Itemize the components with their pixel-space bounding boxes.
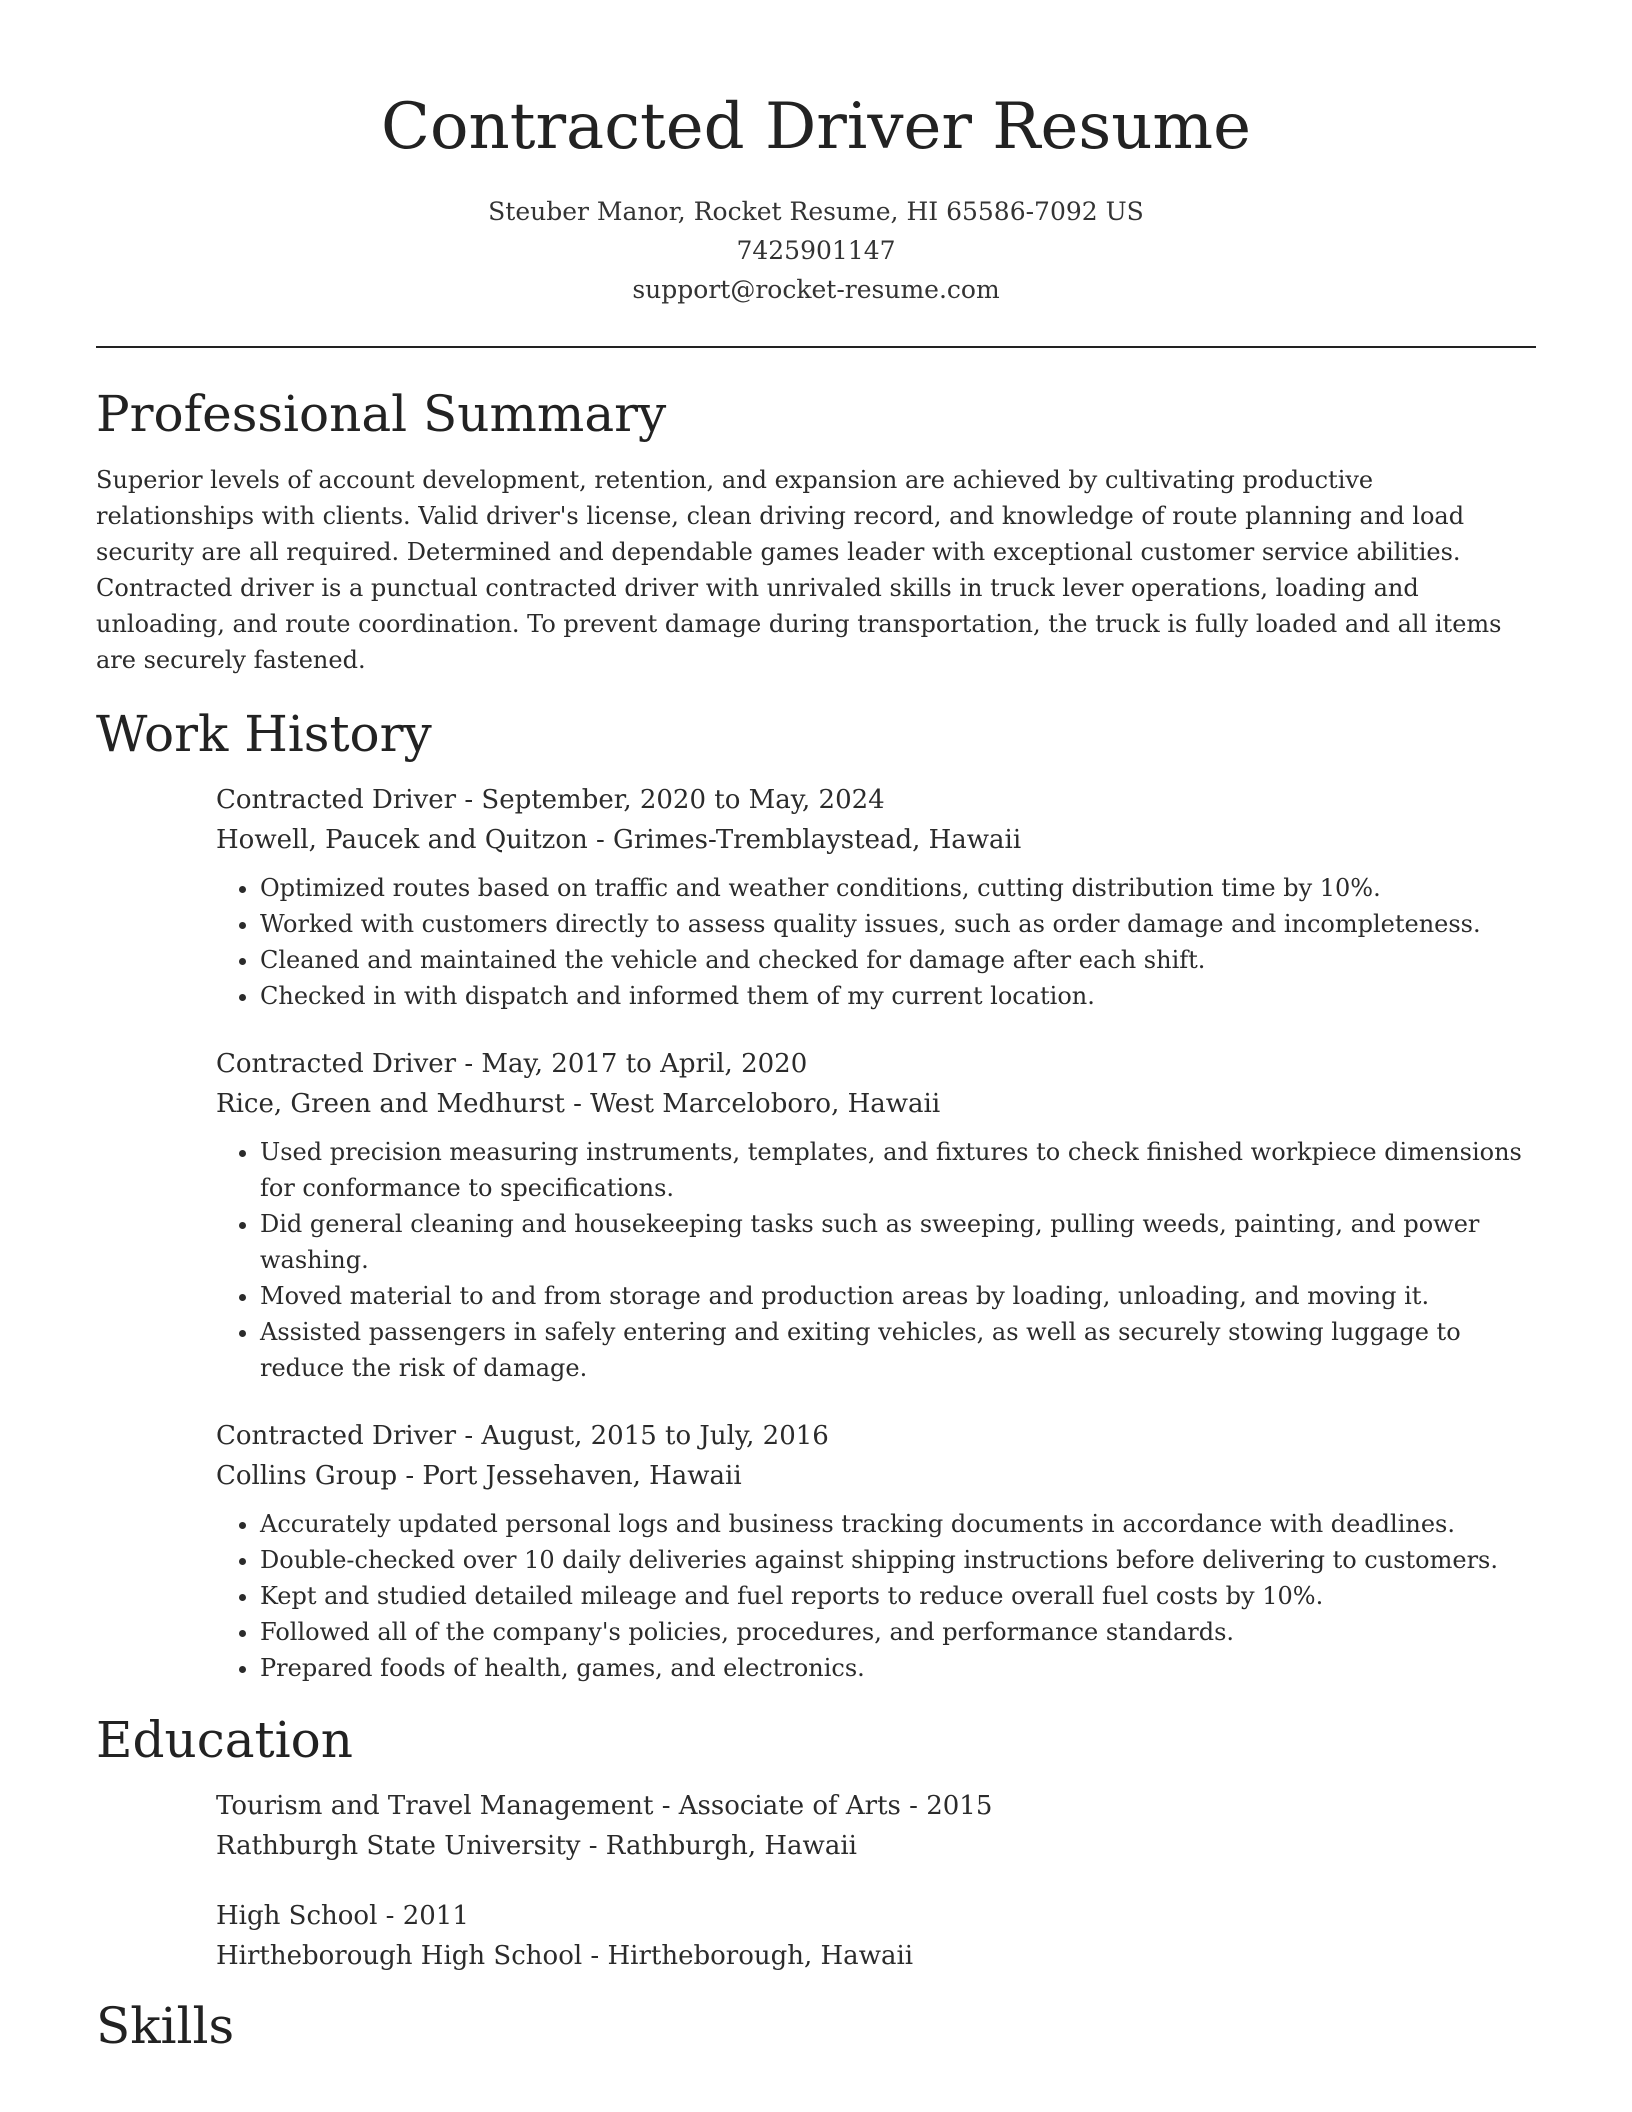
job-company-line: Collins Group - Port Jessehaven, Hawaii bbox=[216, 1461, 742, 1491]
job-bullet: • Checked in with dispatch and informed them of my current location. bbox=[260, 978, 1536, 1014]
job-bullet: • Assisted passengers in safely entering and exiting vehicles, as well as securely stowing luggage to reduce the risk of damage. bbox=[260, 1314, 1536, 1386]
resume-header bbox=[96, 0, 1536, 309]
education-degree-line: Tourism and Travel Management - Associate of Arts - 2015 bbox=[216, 1791, 993, 1821]
education-school-line: Rathburgh State University - Rathburgh, Hawaii bbox=[216, 1831, 857, 1861]
education-section bbox=[96, 1708, 1536, 1976]
job-bullet: • Accurately updated personal logs and business tracking documents in accordance with deadlines. bbox=[260, 1506, 1536, 1542]
summary-text: Superior levels of account development, retention, and expansion are achieved by cultivating productive relationships with clients. Valid driver's license, clean driving record, and knowledge of route planning and load security are all required. Determined and dependable games leader with exceptional customer service abilities. Contracted driver is a punctual contracted driver with unrivaled skills in truck lever operations, loading and unloading, and route coordination. To prevent damage during transportation, the truck is fully loaded and all items are securely fastened. bbox=[96, 466, 1502, 674]
work-history-heading: Work History bbox=[96, 705, 432, 763]
work-history-section bbox=[96, 702, 1536, 1686]
education-heading: Education bbox=[96, 1711, 353, 1769]
contact-email: support@rocket-resume.com bbox=[632, 275, 1000, 304]
job-bullet: • Prepared foods of health, games, and electronics. bbox=[260, 1650, 1536, 1686]
job-entry bbox=[216, 1416, 1536, 1686]
skills-section bbox=[96, 1994, 1536, 2058]
job-bullets bbox=[216, 1506, 1536, 1686]
resume-title: Contracted Driver Resume bbox=[381, 90, 1251, 164]
education-entry bbox=[216, 1786, 1536, 1866]
summary-heading: Professional Summary bbox=[96, 385, 667, 443]
education-school-line: Hirtheborough High School - Hirtheborough, Hawaii bbox=[216, 1941, 914, 1971]
header-divider bbox=[96, 346, 1536, 348]
job-bullet: • Kept and studied detailed mileage and fuel reports to reduce overall fuel costs by 10%. bbox=[260, 1578, 1536, 1614]
job-company-line: Howell, Paucek and Quitzon - Grimes-Tremblaystead, Hawaii bbox=[216, 825, 1022, 855]
education-degree-line: High School - 2011 bbox=[216, 1901, 469, 1931]
job-entry bbox=[216, 780, 1536, 1014]
contact-block bbox=[96, 192, 1536, 309]
job-bullet: • Followed all of the company's policies, procedures, and performance standards. bbox=[260, 1614, 1536, 1650]
job-company-line: Rice, Green and Medhurst - West Marceloboro, Hawaii bbox=[216, 1089, 941, 1119]
contact-phone: 7425901147 bbox=[736, 236, 896, 265]
job-bullet: • Did general cleaning and housekeeping tasks such as sweeping, pulling weeds, painting, and power washing. bbox=[260, 1206, 1536, 1278]
job-bullet: • Optimized routes based on traffic and weather conditions, cutting distribution time by 10%. bbox=[260, 870, 1536, 906]
job-title-line: Contracted Driver - September, 2020 to May, 2024 bbox=[216, 785, 885, 815]
job-bullet: • Double-checked over 10 daily deliveries against shipping instructions before delivering to customers. bbox=[260, 1542, 1536, 1578]
contact-address: Steuber Manor, Rocket Resume, HI 65586-7092 US bbox=[488, 197, 1144, 226]
job-entry bbox=[216, 1044, 1536, 1386]
education-entry bbox=[216, 1896, 1536, 1976]
skills-heading: Skills bbox=[96, 1997, 235, 2055]
job-bullets bbox=[216, 870, 1536, 1014]
job-bullet: • Cleaned and maintained the vehicle and checked for damage after each shift. bbox=[260, 942, 1536, 978]
job-bullets bbox=[216, 1134, 1536, 1386]
job-bullet: • Used precision measuring instruments, templates, and fixtures to check finished workpiece dimensions for conformance to specifications. bbox=[260, 1134, 1536, 1206]
resume-page bbox=[96, 0, 1536, 2058]
job-bullet: • Moved material to and from storage and production areas by loading, unloading, and moving it. bbox=[260, 1278, 1536, 1314]
job-title-line: Contracted Driver - May, 2017 to April, 2020 bbox=[216, 1049, 808, 1079]
job-title-line: Contracted Driver - August, 2015 to July, 2016 bbox=[216, 1421, 829, 1451]
summary-section bbox=[96, 382, 1536, 678]
job-bullet: • Worked with customers directly to assess quality issues, such as order damage and incompleteness. bbox=[260, 906, 1536, 942]
